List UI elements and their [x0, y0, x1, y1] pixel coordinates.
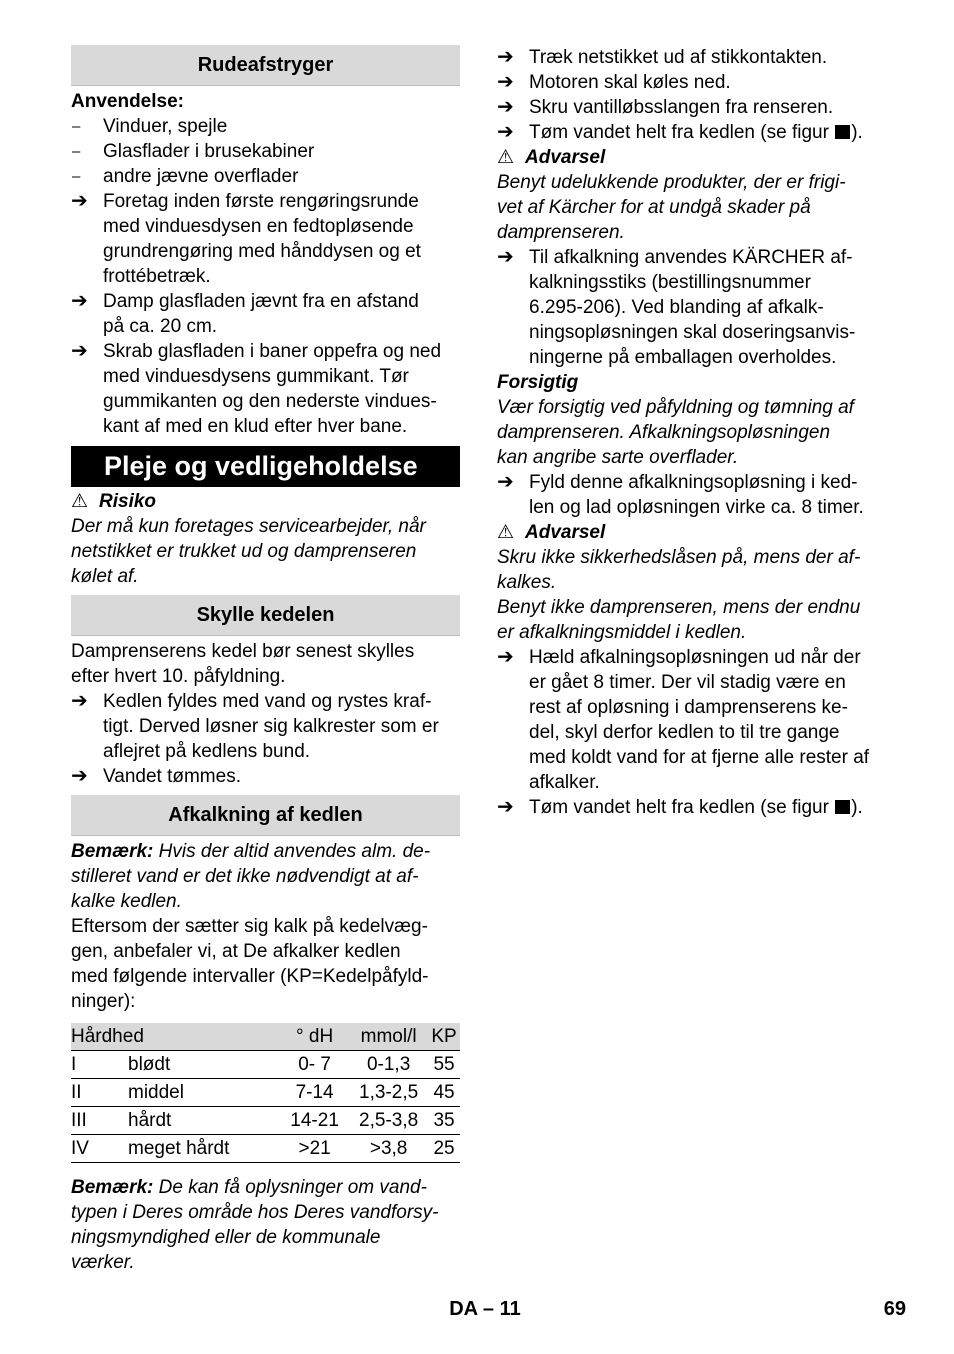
note-1: Bemærk: Hvis der altid anvendes alm. de- stilleret vand er det ikke nødvendigt at af- kalke kedlen.: [71, 841, 431, 912]
arrow-icon: ➔: [71, 340, 88, 362]
arrow-icon: ➔: [497, 646, 514, 668]
step-item: ➔ Skrab glasfladen i baner oppefra og ned med vinduesdysens gummikant. Tør gummikanten og den nederste vindues- kant af med en klud efter hver bane.: [71, 340, 442, 437]
table-row: IV meget hårdt >21 >3,8 25: [71, 1135, 460, 1163]
arrow-icon: ➔: [71, 190, 88, 212]
section-title-rudeafstryger: Rudeafstryger: [71, 45, 460, 86]
figure-icon: [835, 125, 850, 139]
left-column: [71, 45, 460, 1275]
risk-heading: ⚠ Risiko: [71, 491, 157, 512]
figure-icon: [835, 800, 850, 814]
dash-icon: –: [72, 143, 81, 160]
note-2: Bemærk: De kan få oplysninger om vand- typen i Deres område hos Deres vandforsy- ningsmyndighed eller de kommunale værker.: [71, 1177, 439, 1273]
step-item: ➔ Til afkalkning anvendes KÄRCHER af- kalkningsstiks (bestillingsnummer 6.295-206). Ved blanding af afkalk- ningsopløsningen skal doseringsanvis- ningerne på emballagen overholdes.: [497, 246, 856, 368]
table-row: I blødt 0- 7 0-1,3 55: [71, 1051, 460, 1079]
arrow-icon: ➔: [497, 46, 514, 68]
step-item: ➔ Træk netstikket ud af stikkontakten.: [497, 46, 828, 68]
page-number: 69: [883, 1298, 906, 1320]
arrow-icon: ➔: [71, 290, 88, 312]
warning-text: Benyt udelukkende produkter, der er frigi- vet af Kärcher for at undgå skader på damprenseren.: [497, 172, 846, 243]
section-title-afkalkning: Afkalkning af kedlen: [71, 795, 460, 836]
table-row: II middel 7-14 1,3-2,5 45: [71, 1079, 460, 1107]
caution-heading: Forsigtig: [497, 372, 579, 393]
arrow-icon: ➔: [71, 765, 88, 787]
step-item: ➔ Fyld denne afkalkningsopløsning i ked- len og lad opløsningen virke ca. 8 timer.: [497, 471, 864, 518]
arrow-icon: ➔: [497, 471, 514, 493]
afkalkning-paragraph: Eftersom der sætter sig kalk på kedelvæg- gen, anbefaler vi, at De afkalker kedlen med følgende intervaller (KP=Kedelpåfyld- ninger):: [71, 916, 429, 1012]
usage-label: Anvendelse:: [71, 91, 184, 112]
step-item: ➔ Tøm vandet helt fra kedlen (se figur ).: [497, 121, 863, 143]
step-item: ➔ Foretag inden første rengøringsrunde med vinduesdysen en fedtopløsende grundrengøring med hånddysen og et frottébetræk.: [71, 190, 421, 287]
chapter-title: Pleje og vedligeholdelse: [71, 446, 460, 487]
right-column: [497, 45, 887, 820]
arrow-icon: ➔: [497, 71, 514, 93]
step-item: ➔ Motoren skal køles ned.: [497, 71, 731, 93]
kedel-intro: Damprenserens kedel bør senest skylles efter hvert 10. påfyldning.: [71, 641, 415, 687]
table-header-row: Hårdhed ° dH mmol/l KP: [71, 1023, 460, 1051]
list-item: – andre jævne overflader: [72, 166, 299, 187]
step-item: ➔ Tøm vandet helt fra kedlen (se figur ).: [497, 796, 863, 818]
step-item: ➔ Damp glasfladen jævnt fra en afstand på ca. 20 cm.: [71, 290, 419, 337]
section-title-skylle-kedelen: Skylle kedelen: [71, 595, 460, 636]
warning-icon: ⚠: [497, 147, 515, 168]
caution-text: Vær forsigtig ved påfyldning og tømning af damprenseren. Afkalkningsopløsningen kan angribe sarte overflader.: [497, 397, 854, 468]
step-item: ➔ Kedlen fyldes med vand og rystes kraf- tigt. Derved løsner sig kalkrester som er aflejret på kedlens bund.: [71, 690, 439, 762]
warning-icon: ⚠: [71, 491, 89, 512]
hardness-table: [71, 1023, 460, 1163]
arrow-icon: ➔: [497, 796, 514, 818]
list-item: – Vinduer, spejle: [72, 116, 228, 137]
arrow-icon: ➔: [71, 690, 88, 712]
step-item: ➔ Skru vantilløbsslangen fra renseren.: [497, 96, 834, 118]
dash-icon: –: [72, 118, 81, 135]
table-row: III hårdt 14-21 2,5-3,8 35: [71, 1107, 460, 1135]
step-item: ➔ Vandet tømmes.: [71, 765, 241, 787]
arrow-icon: ➔: [497, 96, 514, 118]
list-item: – Glasflader i brusekabiner: [72, 141, 315, 162]
arrow-icon: ➔: [497, 246, 514, 268]
warning-text: Skru ikke sikkerhedslåsen på, mens der af- kalkes. Benyt ikke damprenseren, mens der endnu er afkalkningsmiddel i kedlen.: [497, 547, 861, 643]
arrow-icon: ➔: [497, 121, 514, 143]
risk-text: Der må kun foretages servicearbejder, når netstikket er trukket ud og damprenseren kølet af.: [71, 516, 426, 587]
warning-heading: ⚠ Advarsel: [497, 522, 606, 543]
warning-icon: ⚠: [497, 522, 515, 543]
warning-heading: ⚠ Advarsel: [497, 147, 606, 168]
dash-icon: –: [72, 168, 81, 185]
step-item: ➔ Hæld afkalningsopløsningen ud når der er gået 8 timer. Der vil stadig være en rest af opløsning i damprenserens ke- del, skyl derfor kedlen to til tre gange med koldt vand for at fjerne alle rester af afkalker.: [497, 646, 870, 793]
footer-section-label: DA – 11: [449, 1298, 521, 1320]
